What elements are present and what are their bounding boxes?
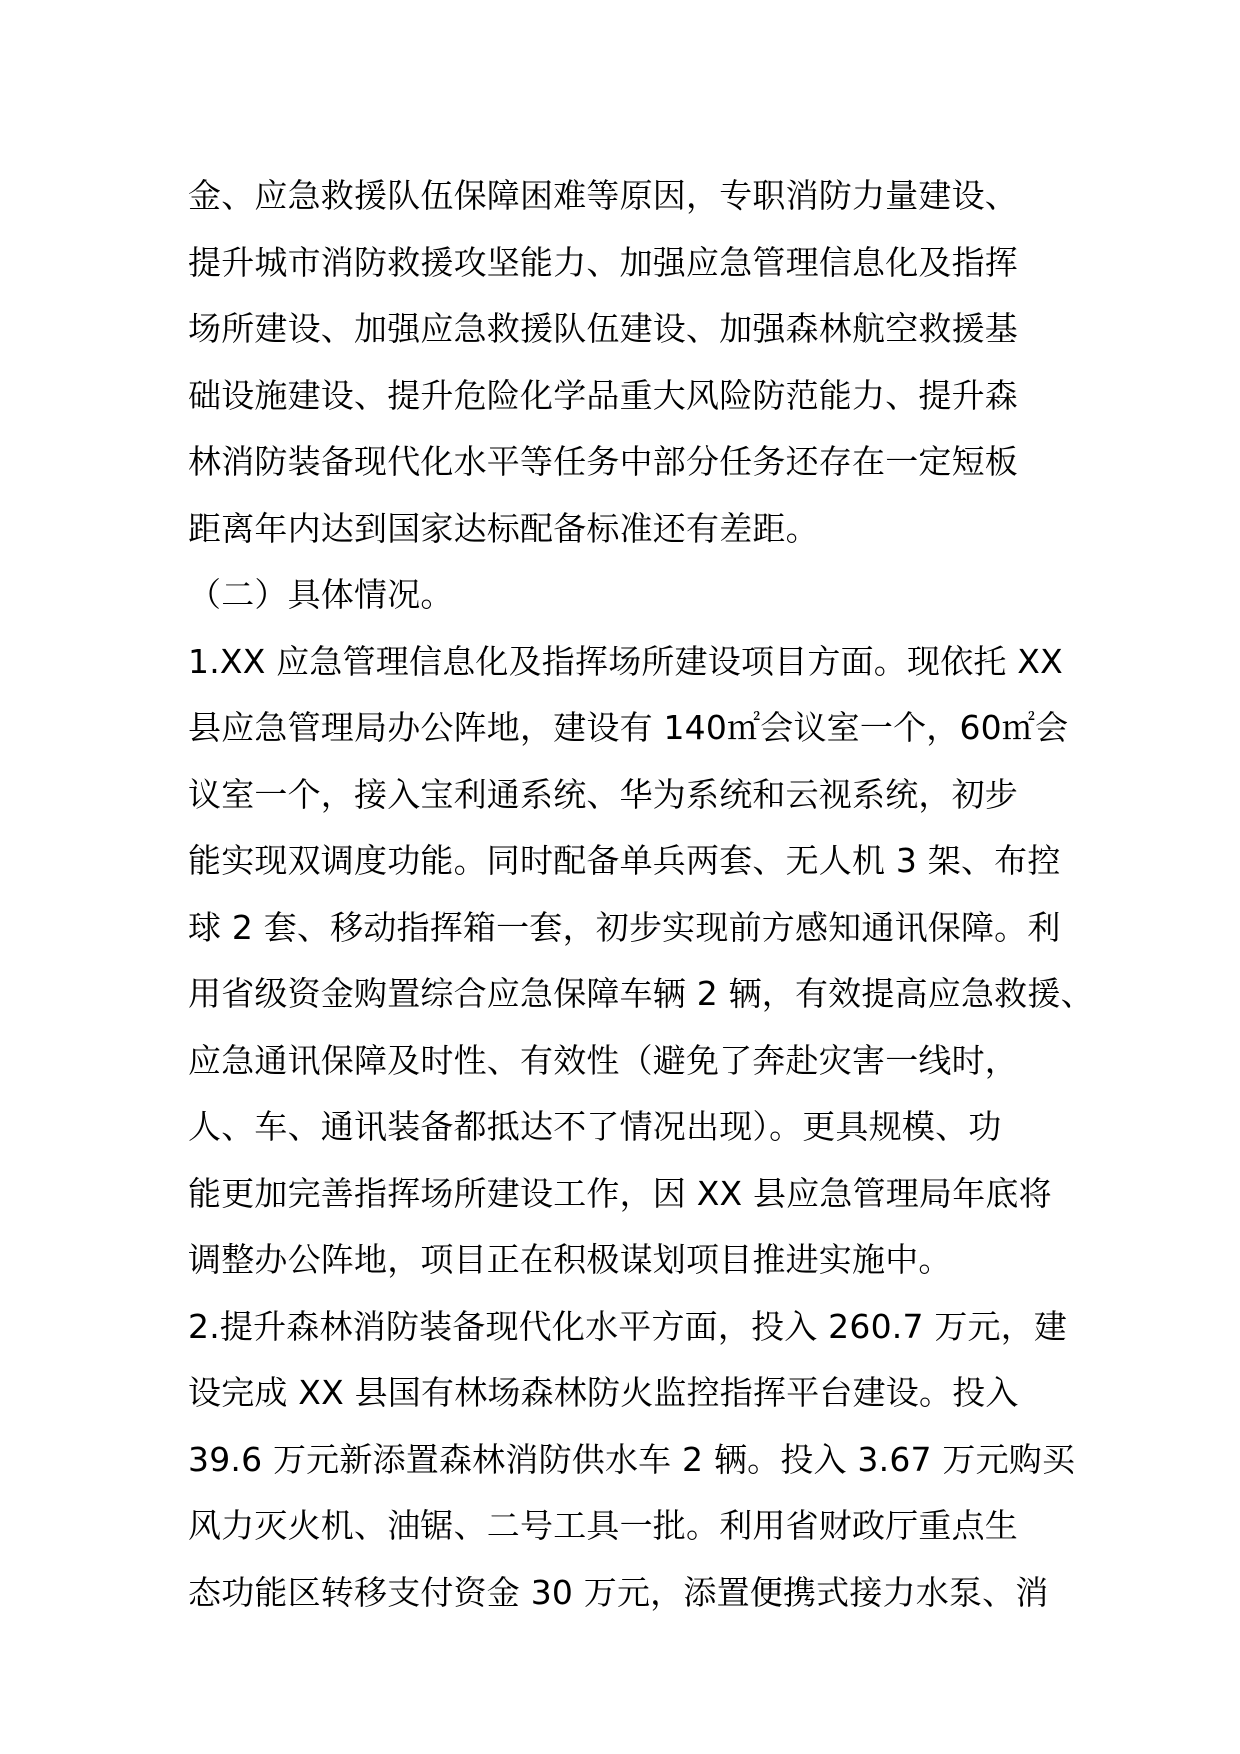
section-heading: （二）具体情况。 [188,575,454,614]
text-line: 人、车、通讯装备都抵达不了情况出现）。更具规模、功 [188,1107,1002,1146]
text-line: 1.XX 应急管理信息化及指挥场所建设项目方面。现依托 XX [188,642,1063,681]
text-line: 能实现双调度功能。同时配备单兵两套、无人机 3 架、布控 [188,841,1061,880]
text-line: 提升城市消防救援攻坚能力、加强应急管理信息化及指挥 [188,243,1018,282]
text-line: 风力灭火机、油锯、二号工具一批。利用省财政厅重点生 [188,1506,1018,1545]
text-line: 能更加完善指挥场所建设工作，因 XX 县应急管理局年底将 [188,1174,1052,1213]
text-line: 设完成 XX 县国有林场森林防火监控指挥平台建设。投入 [188,1373,1019,1412]
text-line: 态功能区转移支付资金 30 万元，添置便携式接力水泵、消 [188,1573,1049,1612]
text-line: 调整办公阵地，项目正在积极谋划项目推进实施中。 [188,1240,952,1279]
text-line: 金、应急救援队伍保障困难等原因，专职消防力量建设、 [188,176,1018,215]
text-line: 县应急管理局办公阵地，建设有 140㎡会议室一个，60㎡会 [188,708,1069,747]
text-line: 林消防装备现代化水平等任务中部分任务还存在一定短板 [188,442,1018,481]
text-line: 距离年内达到国家达标配备标准还有差距。 [188,509,819,548]
text-line: 应急通讯保障及时性、有效性（避免了奔赴灾害一线时， [188,1041,1018,1080]
text-line: 球 2 套、移动指挥箱一套，初步实现前方感知通讯保障。利 [188,908,1061,947]
text-line: 场所建设、加强应急救援队伍建设、加强森林航空救援基 [188,309,1018,348]
text-line: 础设施建设、提升危险化学品重大风险防范能力、提升森 [188,376,1018,415]
text-line: 议室一个，接入宝利通系统、华为系统和云视系统，初步 [188,775,1018,814]
text-line: 39.6 万元新添置森林消防供水车 2 辆。投入 3.67 万元购买 [188,1440,1076,1479]
text-line: 用省级资金购置综合应急保障车辆 2 辆，有效提高应急救援、 [188,974,1094,1013]
text-line: 2.提升森林消防装备现代化水平方面，投入 260.7 万元，建 [188,1307,1068,1346]
